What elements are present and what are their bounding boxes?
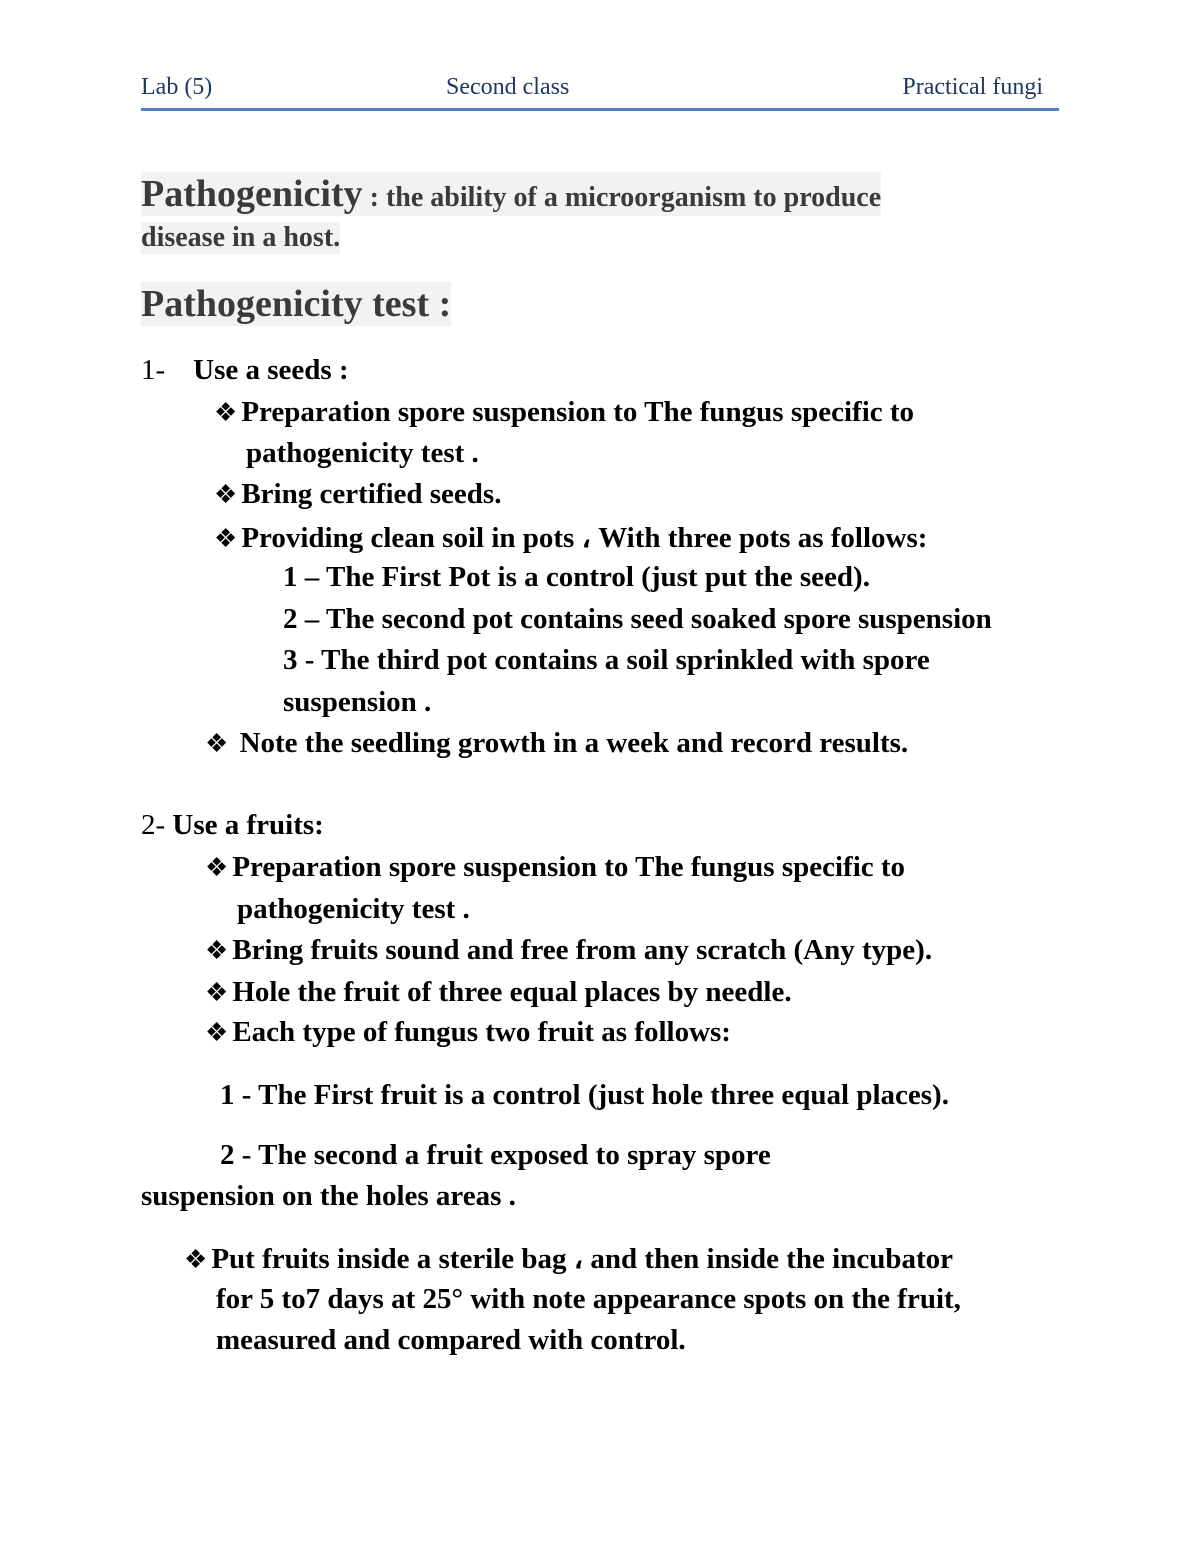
section1-title: Use a seeds : [193, 354, 349, 386]
pot-item-3-text: - The third pot contains a soil sprinkled with spore [297, 644, 930, 676]
diamond-bullet-icon: ❖ [184, 1245, 208, 1274]
definition-line-1 [141, 172, 881, 216]
fruit-item-1-text: - The First fruit is a control (just hole three equal places). [234, 1079, 949, 1111]
section1-note-text: Note the seedling growth in a week and record results. [232, 727, 909, 759]
fruit-item-2-text: - The second a fruit exposed to spray spore [234, 1139, 771, 1171]
definition-text-1: the ability of a microorganism to produce [385, 182, 882, 213]
pot-item-1-number: 1 [283, 561, 298, 593]
section2-final-text-2: for 5 to7 days at 25° with note appearance spots on the fruit, [216, 1283, 961, 1315]
section1-heading [141, 354, 349, 387]
section2-number: 2- [141, 809, 166, 841]
diamond-bullet-icon: ❖ [214, 480, 238, 509]
section2-title: Use a fruits: [165, 809, 324, 841]
diamond-bullet-icon: ❖ [205, 978, 229, 1007]
section1-bullet-3-text: Providing clean soil in pots ، With three pots as follows: [241, 522, 928, 554]
section1-bullet-1 [214, 396, 914, 429]
pot-item-1 [283, 561, 870, 594]
section1-bullet-2-text: Bring certified seeds. [241, 478, 502, 510]
pot-item-1-text: – The First Pot is a control (just put the seed). [297, 561, 870, 593]
section2-bullet-3-text: Hole the fruit of three equal places by needle. [232, 976, 792, 1008]
section1-bullet-2 [214, 478, 501, 511]
section2-bullet-4 [205, 1016, 731, 1049]
header-lab-number: Lab (5) [141, 74, 213, 100]
diamond-bullet-icon: ❖ [214, 524, 238, 553]
pot-item-3-number: 3 [283, 644, 298, 676]
pot-item-3 [283, 644, 930, 677]
section2-bullet-1 [205, 851, 905, 884]
header-subject: Practical fungi [902, 74, 1043, 100]
section1-bullet-1-cont: pathogenicity test . [246, 437, 479, 469]
section2-final-text-1: Put fruits inside a sterile bag ، and then inside the incubator [211, 1243, 953, 1275]
pot-item-2 [283, 603, 992, 636]
section2-heading [141, 809, 324, 842]
section2-bullet-2 [205, 934, 932, 967]
fruit-item-1-number: 1 [220, 1079, 235, 1111]
definition-line-2: disease in a host. [141, 222, 341, 253]
page-header [141, 72, 1059, 108]
definition-term: Pathogenicity [141, 173, 363, 215]
fruit-item-2 [220, 1139, 771, 1172]
section2-bullet-1-text: Preparation spore suspension to The fungus specific to [232, 851, 906, 883]
fruit-item-2-number: 2 [220, 1139, 235, 1171]
section2-bullet-1-cont: pathogenicity test . [237, 893, 470, 925]
definition-separator: : [362, 182, 386, 213]
pot-item-3-cont: suspension . [283, 686, 432, 718]
fruit-item-1 [220, 1079, 949, 1112]
section1-number: 1- [141, 354, 166, 386]
diamond-bullet-icon: ❖ [214, 398, 238, 427]
section2-final-bullet [184, 1241, 953, 1276]
header-divider [141, 108, 1059, 111]
fruit-item-2-cont: suspension on the holes areas . [141, 1180, 516, 1212]
section2-bullet-4-text: Each type of fungus two fruit as follows: [232, 1016, 731, 1048]
section2-final-text-3: measured and compared with control. [216, 1324, 686, 1356]
header-class: Second class [446, 74, 570, 100]
section2-bullet-3 [205, 976, 792, 1009]
diamond-bullet-icon: ❖ [205, 1018, 229, 1047]
pot-item-2-text: – The second pot contains seed soaked spore suspension [297, 603, 992, 635]
pot-item-2-number: 2 [283, 603, 298, 635]
section1-bullet-1-text: Preparation spore suspension to The fungus specific to [241, 396, 915, 428]
section1-bullet-3 [214, 520, 927, 555]
diamond-bullet-icon: ❖ [205, 729, 229, 758]
diamond-bullet-icon: ❖ [205, 936, 229, 965]
test-heading: Pathogenicity test : [141, 283, 452, 325]
section1-note [205, 727, 908, 760]
section2-bullet-2-text: Bring fruits sound and free from any scratch (Any type). [232, 934, 933, 966]
diamond-bullet-icon: ❖ [205, 853, 229, 882]
